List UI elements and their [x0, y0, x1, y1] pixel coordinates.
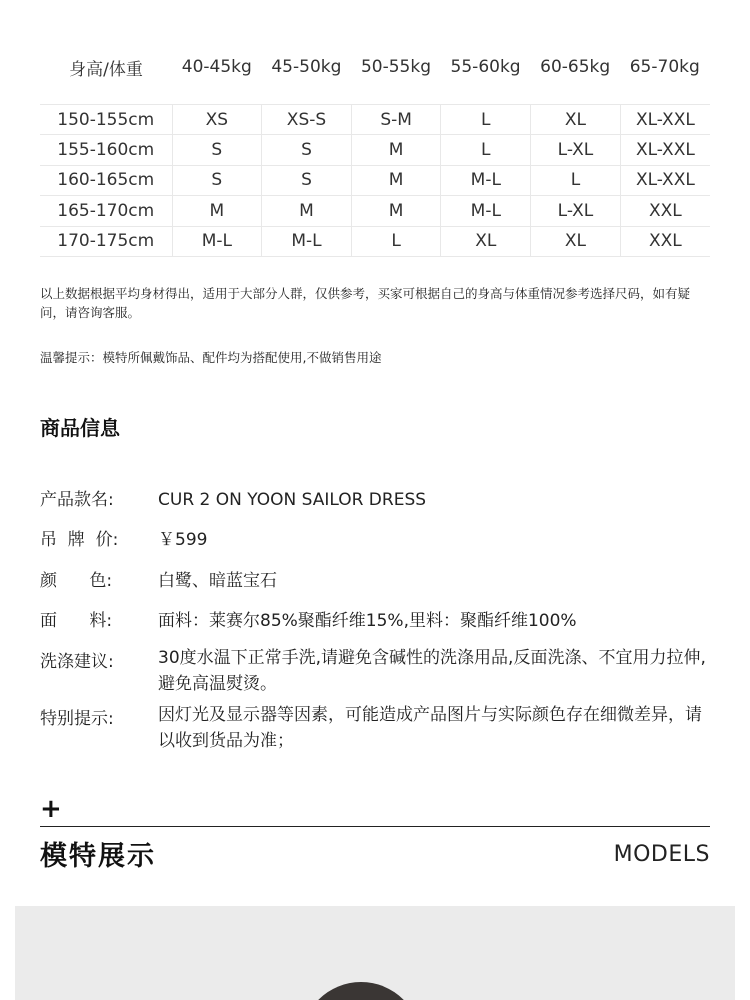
info-value: 因灯光及显示器等因素，可能造成产品图片与实际颜色存在细微差异，请以收到货品为准； [158, 705, 702, 751]
size-cell: L-XL [531, 135, 621, 165]
info-label: 面 料: [40, 611, 113, 631]
size-header-cell: 40-45kg [181, 57, 252, 77]
size-header-cell: 50-55kg [360, 57, 431, 77]
info-value: 白鹭、暗蓝宝石 [158, 571, 277, 591]
info-row-wash [40, 645, 710, 697]
size-cell: M [351, 135, 441, 165]
size-cell: L [441, 105, 531, 135]
table-row [40, 135, 710, 165]
size-cell: XS [172, 105, 262, 135]
size-cell: 155-160cm [40, 135, 172, 165]
info-value: CUR 2 ON YOON SAILOR DRESS [158, 490, 427, 510]
plus-icon: + [40, 794, 62, 824]
size-cell: S-M [351, 105, 441, 135]
divider [40, 826, 710, 827]
table-row [40, 105, 710, 135]
info-label: 洗涤建议: [40, 652, 114, 672]
size-table-header [40, 52, 710, 82]
size-cell: M-L [262, 226, 352, 256]
size-cell: XL-XXL [620, 165, 710, 195]
size-cell: XL [531, 105, 621, 135]
size-cell: M-L [441, 196, 531, 226]
size-header-cell: 55-60kg [450, 57, 521, 77]
size-cell: XXL [620, 196, 710, 226]
info-row-color [40, 568, 710, 594]
info-row-fabric [40, 608, 710, 634]
model-photo [15, 906, 735, 1000]
size-cell: S [172, 135, 262, 165]
size-cell: S [262, 135, 352, 165]
size-cell: M [262, 196, 352, 226]
size-header-cell: 65-70kg [629, 57, 700, 77]
size-header-cell: 60-65kg [540, 57, 611, 77]
product-info-title: 商品信息 [40, 416, 120, 440]
size-cell: S [262, 165, 352, 195]
model-hair-shape [301, 982, 421, 1000]
size-cell: XL-XXL [620, 105, 710, 135]
size-cell: XXL [620, 226, 710, 256]
size-cell: L [531, 165, 621, 195]
info-label: 特别提示: [40, 709, 114, 729]
size-cell: XL-XXL [620, 135, 710, 165]
table-row [40, 226, 710, 256]
size-cell: L-XL [531, 196, 621, 226]
info-row-name [40, 487, 710, 513]
info-row-notice [40, 702, 710, 754]
size-cell: M-L [172, 226, 262, 256]
table-row [40, 165, 710, 195]
size-cell: M [351, 165, 441, 195]
models-title-en: MODELS [613, 842, 710, 867]
size-header-cell: 身高/体重 [69, 59, 143, 80]
info-value: 30度水温下正常手洗,请避免含碱性的洗涤用品,反面洗涤、不宜用力拉伸,避免高温熨烫。 [158, 648, 706, 694]
size-cell: S [172, 165, 262, 195]
size-cell: 165-170cm [40, 196, 172, 226]
size-cell: XL [531, 226, 621, 256]
size-cell: XL [441, 226, 531, 256]
models-title: 模特展示 [40, 841, 156, 872]
size-cell: M [172, 196, 262, 226]
info-value: 面料：莱赛尔85%聚酯纤维15%,里料：聚酯纤维100% [158, 611, 577, 631]
info-label: 颜 色: [40, 571, 113, 591]
size-cell: XS-S [262, 105, 352, 135]
size-cell: L [351, 226, 441, 256]
table-row [40, 196, 710, 226]
info-value: ￥599 [158, 530, 208, 550]
info-label: 吊 牌 价: [40, 530, 119, 550]
size-cell: M [351, 196, 441, 226]
info-label: 产品款名: [40, 490, 114, 510]
size-cell: 150-155cm [40, 105, 172, 135]
accessory-tip: 温馨提示：模特所佩戴饰品、配件均为搭配使用,不做销售用途 [40, 350, 382, 365]
size-cell: 170-175cm [40, 226, 172, 256]
size-cell: M-L [441, 165, 531, 195]
info-row-price [40, 527, 710, 553]
size-table [40, 104, 710, 257]
size-header-cell: 45-50kg [271, 57, 342, 77]
size-cell: 160-165cm [40, 165, 172, 195]
size-note: 以上数据根据平均身材得出，适用于大部分人群，仅供参考，买家可根据自己的身高与体重情况参考选择尺码，如有疑问，请咨询客服。 [40, 286, 691, 320]
size-cell: L [441, 135, 531, 165]
